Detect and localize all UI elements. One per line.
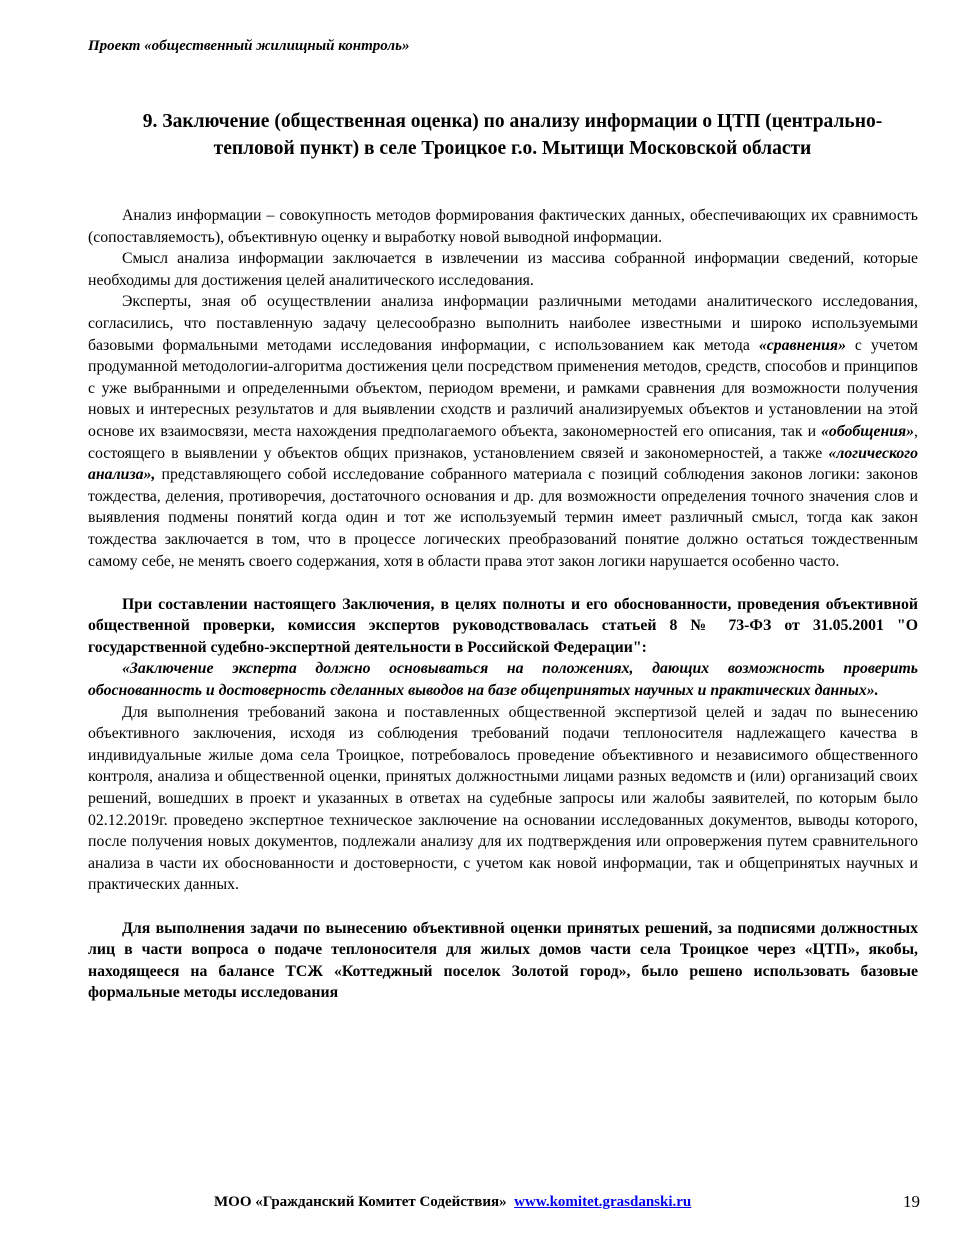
paragraph-3-text-3: , состоящего в выявлении у объектов общих признаков, установлением связей и закономерностей, а также — [88, 422, 918, 462]
footer-website-link[interactable]: www.komitet.grasdanski.ru — [514, 1194, 692, 1210]
page-number: 19 — [903, 1192, 920, 1211]
paragraph-3-text-2: с учетом продуманной методологии-алгоритма достижения цели посредством применения методов, средств, способов и принципов с уже выбранными и определенными объектом, периодом времени, и рамками сравнения для возможности получения новых и интересных результатов и для выявлении сходств и различий анализируемых объектов и установлении на этой основе их взаимосвязи, места нахождения предполагаемого объекта, закономерностей его описания, так и — [88, 336, 918, 440]
section-title: 9. Заключение (общественная оценка) по анализу информации о ЦТП (центрально-тепловой пункт) в селе Троицкое г.о. Мытищи Московской области — [142, 111, 883, 159]
term-generalization: «обобщения» — [821, 422, 915, 440]
paragraph-law-reference: При составлении настоящего Заключения, в целях полноты и его обоснованности, проведения объективной общественной проверки, комиссия экспертов руководствовалась статьей 8 № 73-ФЗ от 31.05.2001 "О государственной судебно-экспертной деятельности в Российской Федерации": — [88, 595, 918, 656]
running-header: Проект «общественный жилищный контроль» — [88, 38, 410, 54]
paragraph-2: Смысл анализа информации заключается в извлечении из массива собранной информации сведений, которые необходимы для достижения целей аналитического исследования. — [88, 250, 918, 289]
paragraph-3 — [88, 291, 918, 572]
document-body — [88, 205, 918, 1004]
term-comparison: «сравнения» — [758, 336, 846, 354]
paragraph-1: Анализ информации – совокупность методов формирования фактических данных, обеспечивающих их сравнимость (сопоставляемость), объективную оценку и выработку новой выводной информации. — [88, 207, 918, 246]
footer-text — [214, 1194, 691, 1211]
term-logical-analysis: «логического анализа», — [88, 444, 918, 484]
paragraph-6: Для выполнения требований закона и поставленных общественной экспертизой целей и задач по вынесению объективного заключения, исходя из соблюдения требований подачи теплоносителя надлежащего качества в индивидуальные жилые дома села Троицкое, потребовалось проведение объективного и независимого общественного контроля, анализа и общественной оценки, принятых должностными лицами разных ведомств и (или) организаций своих решений, вошедших в проект и указанных в ответах на судебные запросы или жалобы заявителей, по которым было 02.12.2019г. проведено экспертное техническое заключение на основании исследованных документов, выводы которого, после получения новых документов, подлежали анализу для их подтверждения или опровержения путем сравнительного анализа в части их обоснованности и достоверности, с учетом как новой информации, так и общепринятых научных и практических данных. — [88, 703, 918, 894]
paragraph-3-text-1: Эксперты, зная об осуществлении анализа информации различными методами аналитического исследования, согласились, что поставленную задачу целесообразно выполнить наиболее известными и широко используемыми базовыми формальными методами исследования информации, с использованием как метода — [88, 293, 918, 354]
paragraph-law-quote: «Заключение эксперта должно основываться на положениях, дающих возможность проверить обоснованность и достоверность сделанных выводов на базе общепринятых научных и практических данных». — [88, 660, 918, 700]
footer-org: МОО «Гражданский Комитет Содействия» — [214, 1194, 507, 1210]
paragraph-3-text-4: представляющего собой исследование собранного материала с позиций соблюдения законов логики: законов тождества, деления, противоречия, достаточного основания и др. для возможности определения точного значения слов и выявления подмены понятий когда один и тот же используемый термин имеет различный смысл, тогда как закон тождества заключается в том, что в процессе логических преобразований понятие должно остаться тождественным самому себе, не менять своего содержания, хотя в области права этот закон логики нарушается особенно часто. — [88, 466, 918, 570]
paragraph-7: Для выполнения задачи по вынесению объективной оценки принятых решений, за подписями должностных лиц в части вопроса о подаче теплоносителя для жилых домов части села Троицкое через «ЦТП», якобы, находящееся на балансе ТСЖ «Коттеджный поселок Золотой город», было решено использовать базовые формальные методы исследования — [88, 919, 918, 1002]
